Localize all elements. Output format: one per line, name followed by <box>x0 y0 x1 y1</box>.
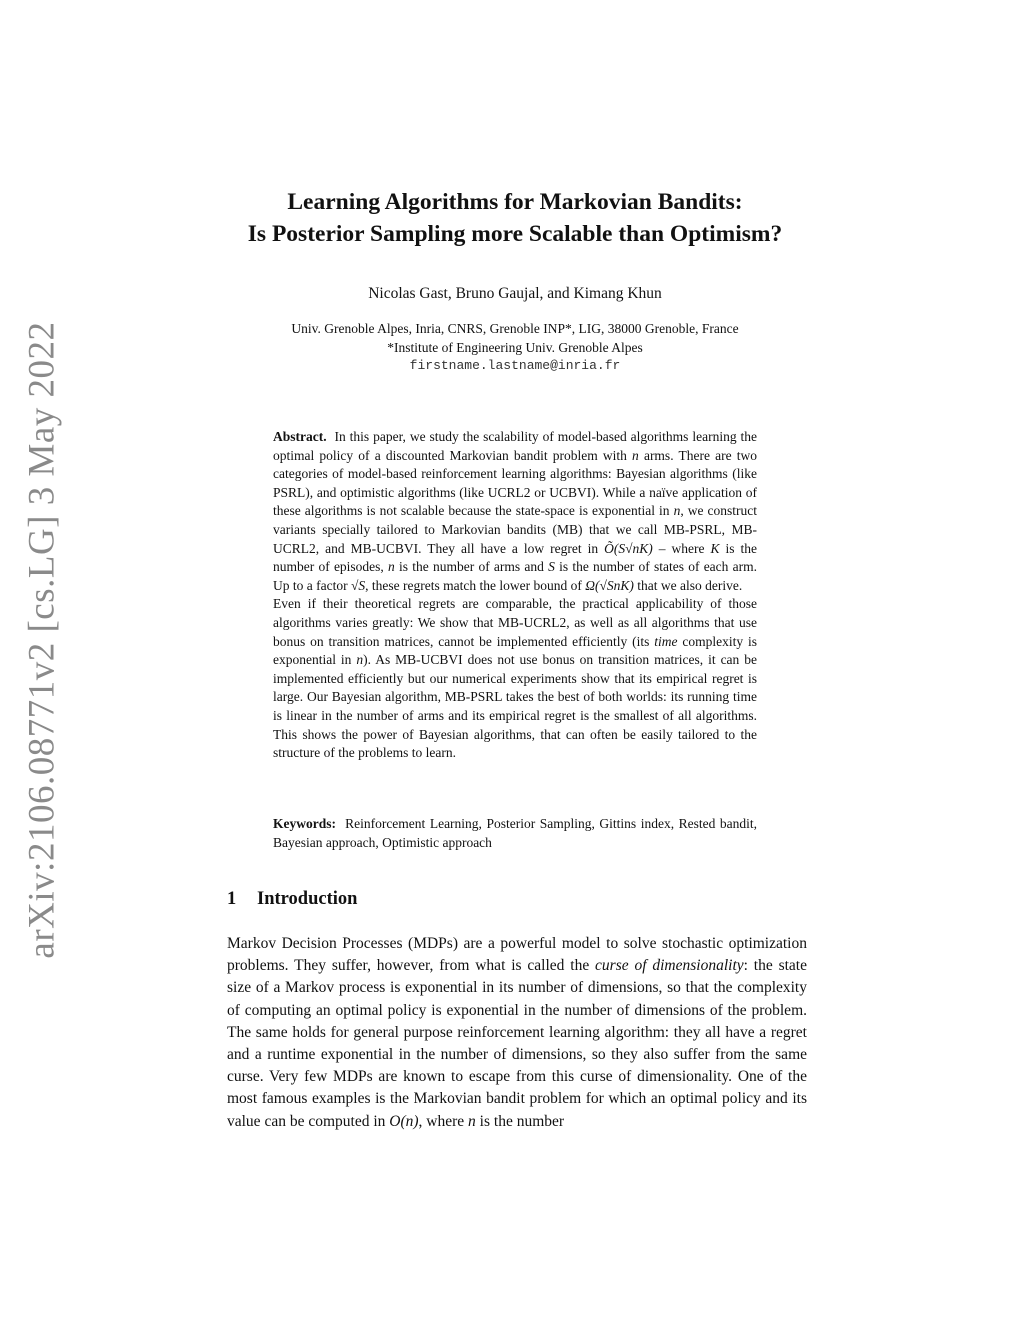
abstract-text: ). As MB-UCBVI does not use bonus on transition matrices, it can be implemented efficiently but our numerical experiments show that its empirical regret is large. Our Bayesian algorithm, MB-PSRL takes the best of both worlds: its running time is linear in the number of arms and its empirical regret is the smallest of all algorithms. This shows the power of Bayesian algorithms, that can often be easily tailored to the structure of the problems to learn. <box>273 652 757 761</box>
math-n: n <box>468 1112 476 1130</box>
abstract <box>273 428 757 763</box>
abstract-label: Abstract. <box>273 429 327 444</box>
section-heading <box>227 887 357 911</box>
math-K: K <box>710 540 720 556</box>
abstract-paragraph-1 <box>273 428 757 595</box>
math-big-o-n: O(n) <box>389 1112 419 1130</box>
keywords-text: Reinforcement Learning, Posterior Sampling, Gittins index, Rested bandit, Bayesian approach, Optimistic approach <box>273 816 757 850</box>
abstract-text: is the number of episodes, <box>273 540 757 575</box>
affiliation-line-1: Univ. Grenoble Alpes, Inria, CNRS, Grenoble INP*, LIG, 38000 Grenoble, France <box>291 321 739 336</box>
author-email: firstname.lastname@inria.fr <box>409 358 621 373</box>
intro-text: : the state size of a Markov process is exponential in its number of dimensions, so that the complexity of computing an optimal policy is exponential in the number of dimensions of the problem. The same holds for general purpose reinforcement learning algorithm: they all have a regret and a runtime exponential in the number of dimensions, so they also suffer from the same curse. Very few MDPs are known to escape from this curse of dimensionality. One of the most famous examples is the Markovian bandit problem for which an optimal policy and its value can be computed in <box>227 957 807 1130</box>
emphasis-curse-of-dimensionality: curse of dimensionality <box>595 957 744 975</box>
intro-text: Markov Decision Processes (MDPs) are a powerful model to solve stochastic optimization problems. They suffer, however, from what is called the <box>227 935 807 975</box>
section-title: Introduction <box>257 889 358 909</box>
abstract-paragraph-2 <box>273 595 757 762</box>
keywords-label: Keywords: <box>273 816 336 831</box>
math-lower-bound: Ω(√SnK) <box>585 577 634 593</box>
abstract-text: , we construct variants specially tailored to Markovian bandits (MB) that we call MB-PSRL, MB-UCRL2, and MB-UCBVI. They all have a low regret in <box>273 503 757 556</box>
abstract-text: is the number of states of each arm. Up to a factor <box>273 559 758 593</box>
abstract-text: , these regrets match the lower bound of <box>365 577 586 593</box>
math-n: n <box>632 447 639 463</box>
affiliation-block <box>200 320 830 376</box>
emphasis-time: time <box>654 633 678 649</box>
abstract-text: Even if their theoretical regrets are comparable, the practical applicability of those algorithms varies greatly: We show that MB-UCRL2, as well as all algorithms that use bonus on transition matrices, cannot be implemented efficiently (its <box>273 596 757 649</box>
arxiv-identifier-stamp: arXiv:2106.08771v2 [cs.LG] 3 May 2022 <box>21 321 63 959</box>
title-line-2: Is Posterior Sampling more Scalable than Optimism? <box>247 221 783 247</box>
keywords <box>273 815 757 852</box>
introduction-paragraph <box>227 933 807 1133</box>
math-S: S <box>548 559 555 575</box>
math-n: n <box>356 652 364 668</box>
abstract-text: that we also derive. <box>633 577 743 593</box>
abstract-text: arms. There are two categories of model-based reinforcement learning algorithms: Bayesian algorithms (like PSRL), and optimistic algorithms (like UCRL2 or UCBVI). While a naïve application of these algorithms is not scalable because the state-space is exponential in <box>273 447 757 519</box>
abstract-text: In this paper, we study the scalability of model-based algorithms learning the optimal policy of a discounted Markovian bandit problem with <box>273 429 757 463</box>
abstract-text: – where <box>652 540 711 556</box>
math-regret-bound: Õ(S√nK) <box>604 540 653 556</box>
math-sqrt-S: √S <box>350 577 366 593</box>
title-line-1: Learning Algorithms for Markovian Bandits: <box>287 189 743 215</box>
abstract-text: is the number of arms and <box>394 559 549 575</box>
author-list: Nicolas Gast, Bruno Gaujal, and Kimang Khun <box>368 285 662 302</box>
intro-paragraph-1 <box>227 933 807 1133</box>
math-n: n <box>388 559 395 575</box>
section-number: 1 <box>227 889 237 909</box>
intro-text: , where <box>418 1112 469 1130</box>
affiliation-line-2: *Institute of Engineering Univ. Grenoble Alpes <box>387 339 643 355</box>
intro-text: is the number <box>475 1112 565 1130</box>
abstract-text: complexity is exponential in <box>273 633 757 668</box>
math-n: n <box>673 503 681 519</box>
paper-title <box>200 186 830 250</box>
